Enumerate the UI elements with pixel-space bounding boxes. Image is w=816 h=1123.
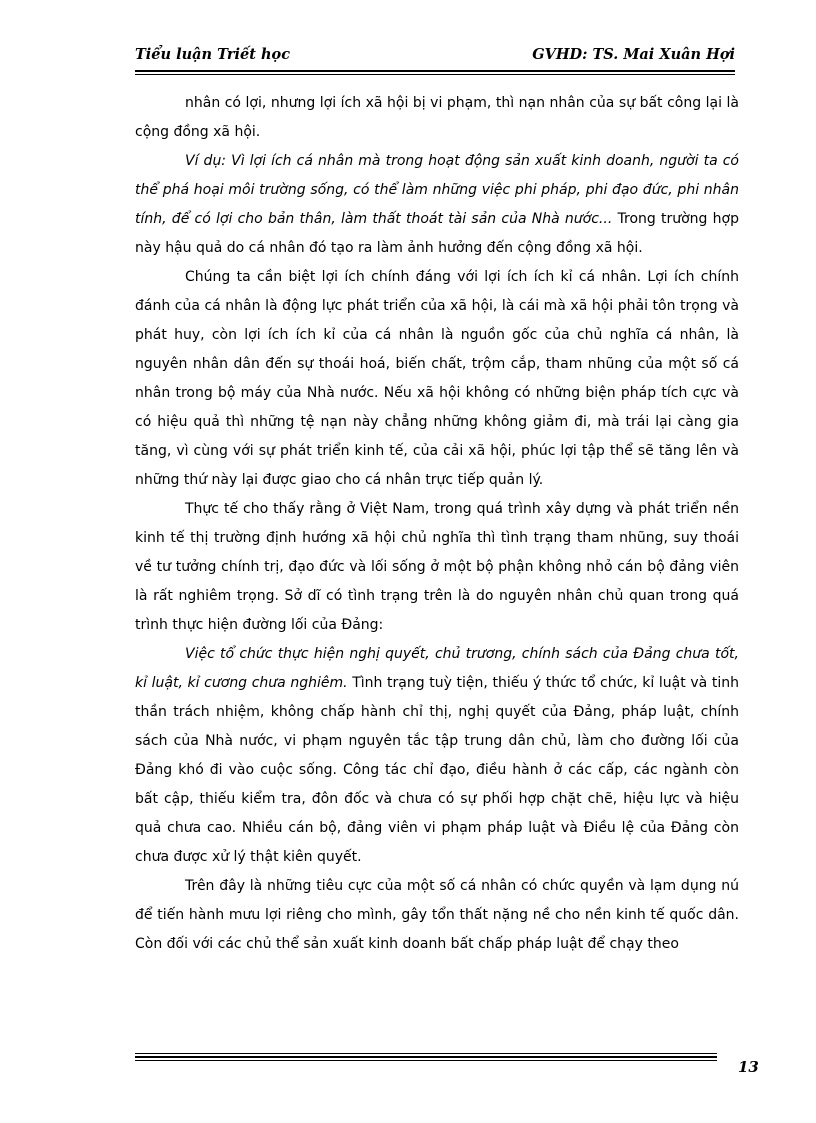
- page-number: 13: [738, 1058, 759, 1076]
- page-header: [135, 46, 735, 68]
- footer-rule-thin-bottom: [135, 1060, 717, 1061]
- footer-rules: [135, 1053, 717, 1063]
- header-title: Tiểu luận Triết học: [135, 46, 291, 63]
- paragraph-2-italic: Ví dụ: Vì lợi ích cá nhân mà trong hoạt động sản xuất kinh doanh, người ta có thể phá hoại môi trường sống, có thể làm những việc phi pháp, phi đạo đức, phi nhân tính, để có lợi cho bản thân, làm thất thoát tài sản của Nhà nước...: [135, 153, 739, 227]
- paragraph-5-text: Tình trạng tuỳ tiện, thiếu ý thức tổ chức, kỉ luật và tinh thần trách nhiệm, không chấp hành chỉ thị, nghị quyết của Đảng, pháp luật, chính sách của Nhà nước, vi phạm nguyên tắc tập trung dân chủ, làm cho đường lối của Đảng khó đi vào cuộc sống. Công tác chỉ đạo, điều hành ở các cấp, các ngành còn bất cập, thiếu kiểm tra, đôn đốc và chưa có sự phối hợp chặt chẽ, hiệu lực và hiệu quả chưa cao. Nhiều cán bộ, đảng viên vi phạm pháp luật và Điều lệ của Đảng còn chưa được xử lý thật kiên quyết.: [135, 675, 739, 865]
- footer-rule-thick: [135, 1056, 717, 1058]
- paragraph-4-text: Thực tế cho thấy rằng ở Việt Nam, trong quá trình xây dựng và phát triển nền kinh tế thị trường định hướng xã hội chủ nghĩa thì tình trạng tham nhũng, suy thoái về tư tưởng chính trị, đạo đức và lối sống ở một bộ phận không nhỏ cán bộ đảng viên là rất nghiêm trọng. Sở dĩ có tình trạng trên là do nguyên nhân chủ quan trong quá trình thực hiện đường lối của Đảng:: [135, 501, 739, 633]
- footer-rule-thin-top: [135, 1053, 717, 1054]
- paragraph-5: [135, 640, 739, 872]
- paragraph-5-italic: Việc tổ chức thực hiện nghị quyết, chủ trương, chính sách của Đảng chưa tốt, kỉ luật, kỉ cương chưa nghiêm.: [135, 646, 739, 691]
- paragraph-2-text: Trong trường hợp này hậu quả do cá nhân đó tạo ra làm ảnh hưởng đến cộng đồng xã hội.: [135, 211, 739, 256]
- paragraph-4: [135, 495, 739, 640]
- header-rule-thin: [135, 74, 735, 75]
- paragraph-2: [135, 147, 739, 263]
- paragraph-3-text: Chúng ta cần biệt lợi ích chính đáng với lợi ích ích kỉ cá nhân. Lợi ích chính đánh của cá nhân là động lực phát triển của xã hội, là cái mà xã hội phải tôn trọng và phát huy, còn lợi ích ích kỉ của cá nhân là nguồn gốc của chủ nghĩa cá nhân, là nguyên nhân dân đến sự thoái hoá, biến chất, trộm cắp, tham nhũng của một số cá nhân trong bộ máy của Nhà nước. Nếu xã hội không có những biện pháp tích cực và có hiệu quả thì những tệ nạn này chẳng những không giảm đi, mà trái lại càng gia tăng, vì cùng với sự phát triển kinh tế, của cải xã hội, phúc lợi tập thể sẽ tăng lên và những thứ này lại được giao cho cá nhân trực tiếp quản lý.: [135, 269, 739, 488]
- paragraph-6: [135, 872, 739, 959]
- paragraph-6-text: Trên đây là những tiêu cực của một số cá nhân có chức quyền và lạm dụng nú để tiến hành mưu lợi riêng cho mình, gây tổn thất nặng nề cho nền kinh tế quốc dân. Còn đối với các chủ thể sản xuất kinh doanh bất chấp pháp luật để chạy theo: [135, 878, 739, 952]
- paragraph-3: [135, 263, 739, 495]
- header-rule-thick: [135, 70, 735, 72]
- body-text: [135, 89, 739, 959]
- header-advisor: GVHD: TS. Mai Xuân Hợi: [532, 46, 735, 63]
- paragraph-1-text: nhân có lợi, nhưng lợi ích xã hội bị vi phạm, thì nạn nhân của sự bất công lại là cộng đồng xã hội.: [135, 95, 739, 140]
- paragraph-1: [135, 89, 739, 147]
